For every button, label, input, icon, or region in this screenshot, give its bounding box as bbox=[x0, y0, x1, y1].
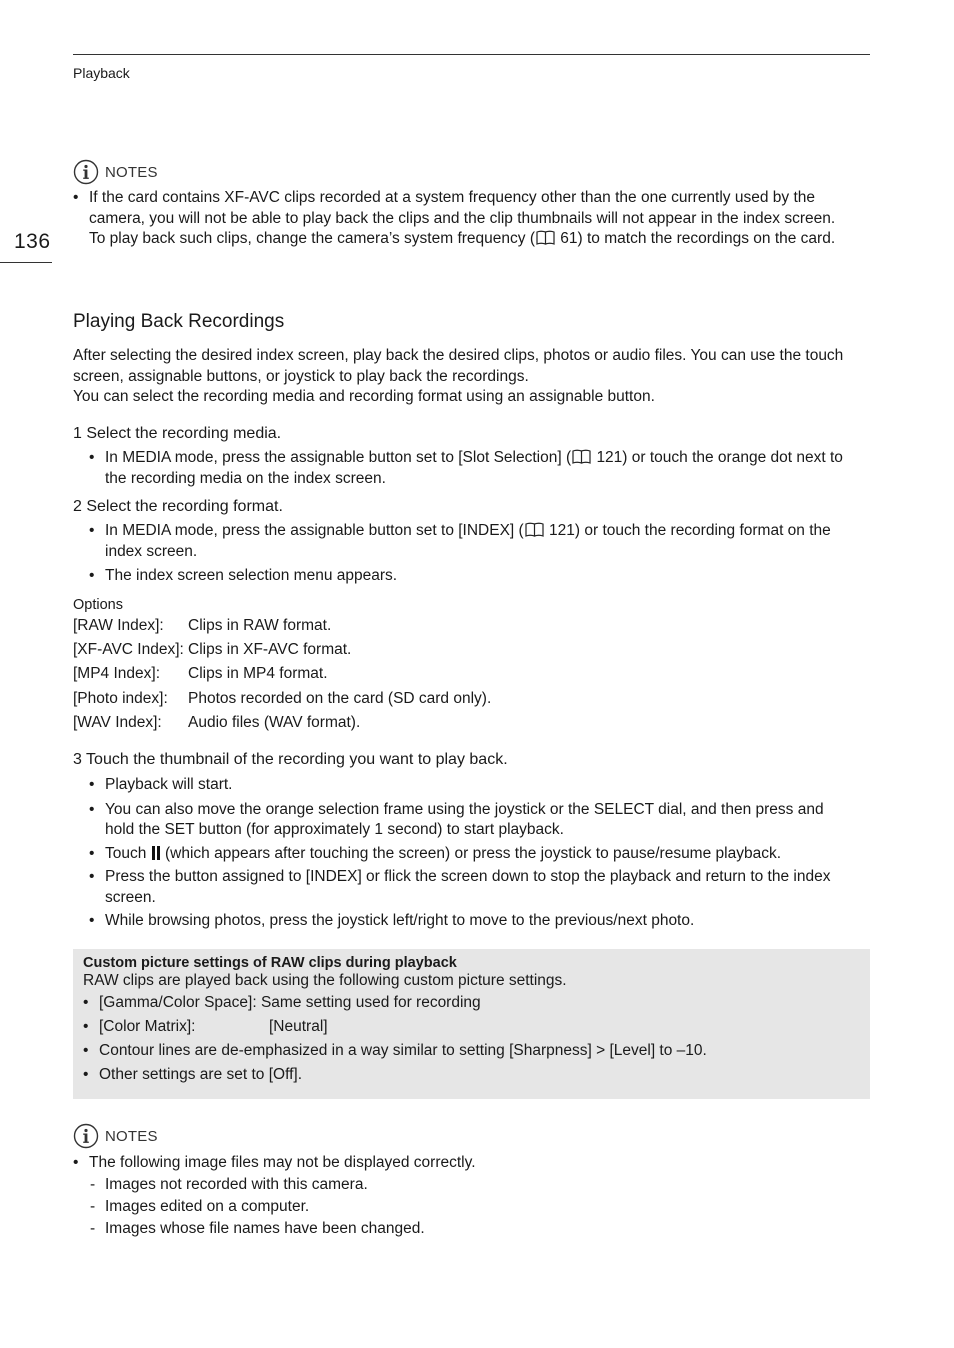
notes-2-bullet: • The following image files may not be displayed correctly. bbox=[73, 1152, 873, 1174]
option-key: [Photo index]: bbox=[73, 689, 168, 707]
notes-2-sublist bbox=[73, 1174, 873, 1240]
setting-key: • [Color Matrix]: bbox=[99, 1018, 196, 1035]
text-part: To play back such clips, change the camera’s system frequency ( bbox=[89, 230, 535, 247]
notes-heading-1 bbox=[73, 159, 158, 185]
notes-heading-label: NOTES bbox=[105, 163, 158, 181]
bullet-line: the recording media on the index screen. bbox=[105, 469, 386, 487]
text-part: 121) or touch the recording format on the bbox=[549, 522, 831, 539]
raw-playback-info-box bbox=[73, 949, 870, 1099]
info-circle-icon bbox=[73, 1123, 99, 1149]
bullet-line: • You can also move the orange selection frame using the joystick or the SELECT dial, and then press and bbox=[105, 800, 824, 818]
intro-line: You can select the recording media and recording format using an assignable button. bbox=[73, 388, 655, 405]
text-part: 61) to match the recordings on the card. bbox=[560, 230, 836, 247]
header-rule bbox=[73, 54, 870, 55]
notes-2-dash-item: - Images edited on a computer. bbox=[89, 1196, 873, 1218]
option-key: [MP4 Index]: bbox=[73, 665, 161, 683]
bullet-line bbox=[105, 521, 879, 542]
intro-paragraph bbox=[73, 346, 873, 408]
info-circle-icon bbox=[73, 159, 99, 185]
info-box-subtitle: RAW clips are played back using the following custom picture settings. bbox=[83, 972, 567, 989]
options-label: Options bbox=[73, 597, 123, 613]
option-value: Photos recorded on the card (SD card only). bbox=[188, 689, 492, 707]
options-table bbox=[73, 597, 491, 737]
step-3-bullet bbox=[89, 867, 879, 908]
bullet-line: • Playback will start. bbox=[105, 776, 233, 793]
option-value: Audio files (WAV format). bbox=[188, 713, 361, 731]
notes-2-list bbox=[73, 1152, 873, 1240]
info-box-content bbox=[83, 956, 863, 1087]
bullet-line bbox=[105, 844, 879, 865]
notes-1-line: camera, you will not be able to play back the clips and the clip thumbnails will not appear in the index screen. bbox=[89, 209, 836, 227]
bullet-line: • Press the button assigned to [INDEX] or flick the screen down to stop the playback and return to the index bbox=[105, 868, 831, 885]
step-1-bullet bbox=[89, 448, 879, 489]
option-key: [WAV Index]: bbox=[73, 713, 162, 731]
info-box-bullet: • [Gamma/Color Space]: Same setting used for recording bbox=[83, 991, 863, 1015]
options-row bbox=[73, 713, 491, 737]
bullet-line: screen. bbox=[105, 888, 156, 906]
step-2-bullet bbox=[89, 521, 879, 562]
book-reference-icon bbox=[536, 230, 555, 245]
pause-icon bbox=[151, 846, 161, 860]
color-matrix-row bbox=[99, 1015, 863, 1039]
step-3-bullets bbox=[89, 775, 879, 932]
text-part: (which appears after touching the screen) or press the joystick to pause/resume playback. bbox=[165, 844, 782, 862]
text-part: 121) or touch the orange dot next to bbox=[596, 449, 843, 466]
notes-1-line: • If the card contains XF-AVC clips recorded at a system frequency other than the one currently used by the bbox=[89, 189, 816, 206]
intro-line: screen, assignable buttons, or joystick to play back the recordings. bbox=[73, 367, 529, 385]
section-label: Playback bbox=[73, 65, 130, 81]
info-box-bullet: • Other settings are set to [Off]. bbox=[83, 1063, 863, 1087]
option-key: [XF-AVC Index]: bbox=[73, 641, 184, 659]
notes-heading-label: NOTES bbox=[105, 1127, 158, 1145]
bullet-line: • The index screen selection menu appears. bbox=[105, 567, 398, 584]
notes-1-list bbox=[73, 188, 873, 250]
bullet-line: hold the SET button (for approximately 1 second) to start playback. bbox=[105, 821, 564, 838]
step-3-bullet bbox=[89, 844, 879, 865]
book-reference-icon bbox=[572, 449, 591, 464]
option-key: [RAW Index]: bbox=[73, 617, 164, 634]
option-value: Clips in MP4 format. bbox=[188, 665, 328, 683]
options-row bbox=[73, 664, 491, 688]
page-number: 136 bbox=[14, 230, 51, 253]
step-2-bullets bbox=[89, 521, 879, 587]
page-number-rule bbox=[0, 262, 52, 263]
text-part: In MEDIA mode, press the assignable button set to [INDEX] ( bbox=[105, 522, 524, 539]
notes-heading-2 bbox=[73, 1123, 158, 1149]
notes-1-line bbox=[89, 229, 873, 250]
option-value: Clips in XF-AVC format. bbox=[188, 641, 352, 659]
step-1-title: 1 Select the recording media. bbox=[73, 425, 282, 442]
step-3-bullet bbox=[89, 800, 879, 841]
bullet-line bbox=[105, 448, 879, 469]
options-row bbox=[73, 616, 491, 640]
text-part: Touch bbox=[105, 844, 147, 862]
option-value: Clips in RAW format. bbox=[188, 617, 332, 634]
intro-line: After selecting the desired index screen, play back the desired clips, photos or audio files. You can use the touch bbox=[73, 347, 844, 364]
step-1-bullets bbox=[89, 448, 879, 489]
section-title: Playing Back Recordings bbox=[73, 311, 285, 332]
step-3-bullet bbox=[89, 775, 879, 796]
options-row bbox=[73, 640, 491, 664]
setting-value: [Neutral] bbox=[269, 1018, 328, 1035]
step-2-title: 2 Select the recording format. bbox=[73, 498, 283, 515]
options-row bbox=[73, 689, 491, 713]
book-reference-icon bbox=[525, 522, 544, 537]
bullet-line: index screen. bbox=[105, 542, 198, 560]
bullet-line: • While browsing photos, press the joystick left/right to move to the previous/next photo. bbox=[105, 912, 695, 929]
info-box-bullet bbox=[83, 1015, 863, 1039]
text-part: In MEDIA mode, press the assignable button set to [Slot Selection] ( bbox=[105, 449, 572, 466]
info-box-title: Custom picture settings of RAW clips during playback bbox=[83, 955, 457, 971]
notes-1-item bbox=[73, 188, 873, 250]
notes-2-dash-item: - Images not recorded with this camera. bbox=[89, 1174, 873, 1196]
step-3-bullet bbox=[89, 911, 879, 932]
step-3-title: 3 Touch the thumbnail of the recording you want to play back. bbox=[73, 751, 508, 768]
step-2-bullet bbox=[89, 566, 879, 587]
notes-2-dash-item: - Images whose file names have been changed. bbox=[89, 1218, 873, 1240]
info-box-bullet: • Contour lines are de-emphasized in a way similar to setting [Sharpness] > [Level] to –10. bbox=[83, 1039, 863, 1063]
